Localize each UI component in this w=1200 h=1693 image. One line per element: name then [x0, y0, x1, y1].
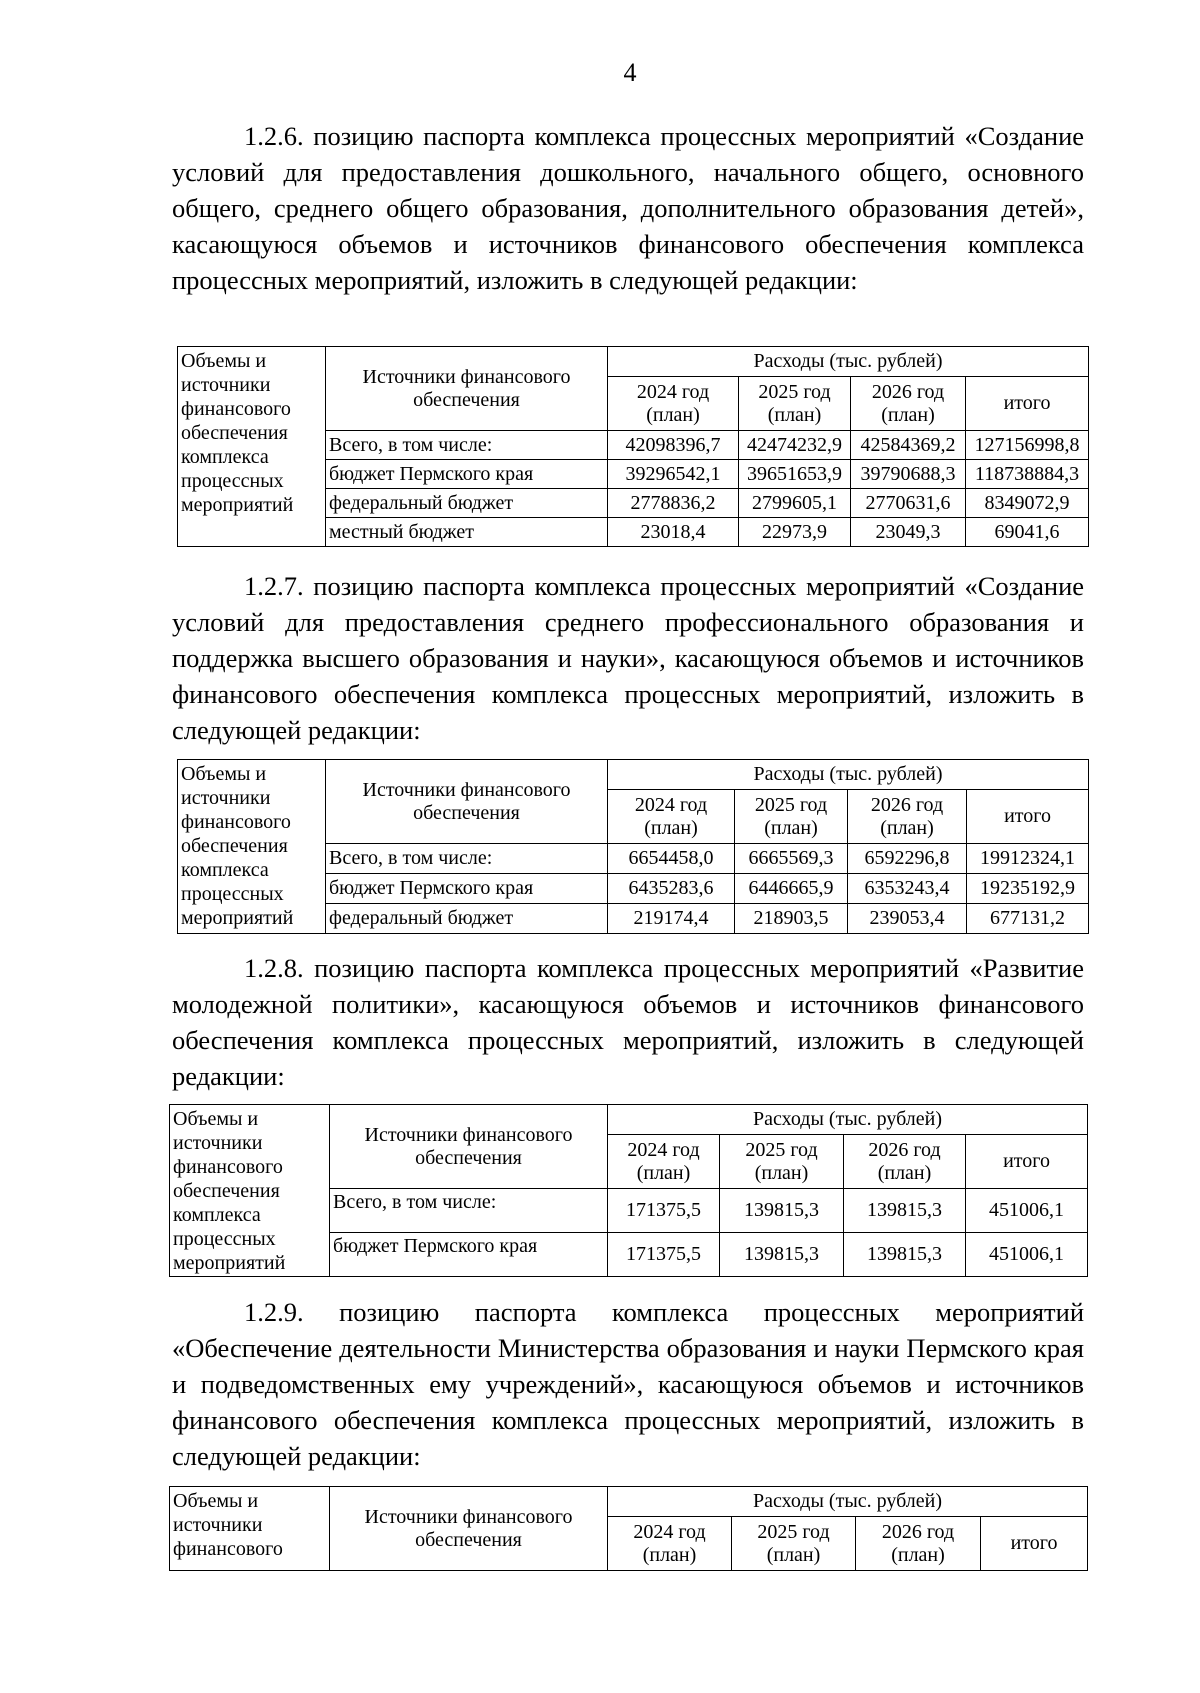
value-cell: 19235192,9 [967, 874, 1089, 904]
value-cell: 2799605,1 [739, 489, 851, 518]
expenses-header: Расходы (тыс. рублей) [608, 1105, 1088, 1135]
table-label-cell: Объемы и источники финансового [170, 1487, 330, 1571]
total-header: итого [981, 1517, 1088, 1571]
value-cell: 139815,3 [720, 1189, 844, 1233]
total-header: итого [966, 1135, 1088, 1189]
source-cell: Всего, в том числе: [326, 844, 608, 874]
section-text: позицию паспорта комплекса процессных мероприятий «Создание условий для предоставления среднего профессионального образования и поддержка высшего образования и науки», касающуюся объемов и источников финансового обеспечения комплекса процессных мероприятий, изложить в следующей редакции: [172, 571, 1085, 745]
financing-table-1-2-9 [169, 1486, 1088, 1571]
value-cell: 127156998,8 [966, 431, 1089, 460]
value-cell: 139815,3 [844, 1189, 966, 1233]
source-cell: бюджет Пермского края [326, 874, 608, 904]
value-cell: 39790688,3 [851, 460, 966, 489]
source-cell: федеральный бюджет [326, 904, 608, 934]
value-cell: 42584369,2 [851, 431, 966, 460]
source-header: Источники финансового обеспечения [326, 347, 608, 431]
value-cell: 23049,3 [851, 518, 966, 547]
year-header: 2026 год (план) [844, 1135, 966, 1189]
value-cell: 171375,5 [608, 1189, 720, 1233]
value-cell: 19912324,1 [967, 844, 1089, 874]
year-header: 2025 год (план) [732, 1517, 856, 1571]
expenses-header: Расходы (тыс. рублей) [608, 347, 1089, 377]
value-cell: 218903,5 [735, 904, 848, 934]
value-cell: 6435283,6 [608, 874, 735, 904]
section-1-2-8-paragraph [172, 950, 1084, 1094]
source-header: Источники финансового обеспечения [326, 760, 608, 844]
table-label-cell: Объемы и источники финансового обеспечения комплекса процессных мероприятий [170, 1105, 330, 1277]
year-header: 2026 год (план) [848, 790, 967, 844]
value-cell: 23018,4 [608, 518, 739, 547]
year-header: 2025 год (план) [720, 1135, 844, 1189]
value-cell: 6654458,0 [608, 844, 735, 874]
value-cell: 677131,2 [967, 904, 1089, 934]
expenses-header: Расходы (тыс. рублей) [608, 760, 1089, 790]
value-cell: 171375,5 [608, 1233, 720, 1277]
source-cell: федеральный бюджет [326, 489, 608, 518]
source-cell: Всего, в том числе: [326, 431, 608, 460]
value-cell: 22973,9 [739, 518, 851, 547]
year-header: 2024 год (план) [608, 1135, 720, 1189]
financing-table-1-2-6 [177, 346, 1089, 547]
value-cell: 39296542,1 [608, 460, 739, 489]
value-cell: 42098396,7 [608, 431, 739, 460]
source-cell: Всего, в том числе: [330, 1189, 608, 1233]
value-cell: 2770631,6 [851, 489, 966, 518]
value-cell: 39651653,9 [739, 460, 851, 489]
value-cell: 451006,1 [966, 1189, 1088, 1233]
value-cell: 2778836,2 [608, 489, 739, 518]
year-header: 2024 год (план) [608, 1517, 732, 1571]
section-number: 1.2.7. [244, 571, 304, 601]
value-cell: 139815,3 [844, 1233, 966, 1277]
financing-table-1-2-7 [177, 759, 1089, 934]
year-header: 2026 год (план) [856, 1517, 981, 1571]
section-number: 1.2.9. [244, 1297, 304, 1327]
table-label-cell: Объемы и источники финансового обеспечения комплекса процессных мероприятий [178, 347, 326, 547]
section-number: 1.2.8. [244, 953, 304, 983]
value-cell: 6353243,4 [848, 874, 967, 904]
source-header: Источники финансового обеспечения [330, 1487, 608, 1571]
value-cell: 118738884,3 [966, 460, 1089, 489]
year-header: 2025 год (план) [739, 377, 851, 431]
value-cell: 6592296,8 [848, 844, 967, 874]
section-number: 1.2.6. [244, 121, 304, 151]
section-1-2-6-paragraph [172, 118, 1084, 298]
value-cell: 6665569,3 [735, 844, 848, 874]
value-cell: 451006,1 [966, 1233, 1088, 1277]
source-cell: бюджет Пермского края [326, 460, 608, 489]
total-header: итого [967, 790, 1089, 844]
section-text: позицию паспорта комплекса процессных мероприятий «Развитие молодежной политики», касающуюся объемов и источников финансового обеспечения комплекса процессных мероприятий, изложить в следующей редакции: [172, 953, 1084, 1091]
source-cell: бюджет Пермского края [330, 1233, 608, 1277]
source-cell: местный бюджет [326, 518, 608, 547]
section-1-2-9-paragraph [172, 1294, 1084, 1474]
value-cell: 219174,4 [608, 904, 735, 934]
page-number: 4 [623, 58, 637, 87]
value-cell: 139815,3 [720, 1233, 844, 1277]
year-header: 2024 год (план) [608, 377, 739, 431]
source-header: Источники финансового обеспечения [330, 1105, 608, 1189]
year-header: 2024 год (план) [608, 790, 735, 844]
value-cell: 69041,6 [966, 518, 1089, 547]
section-text: позицию паспорта комплекса процессных мероприятий «Обеспечение деятельности Министерства образования и науки Пермского края и подведомственных ему учреждений», касающуюся объемов и источников финансового обеспечения комплекса процессных мероприятий, изложить в следующей редакции: [172, 1297, 1084, 1471]
value-cell: 6446665,9 [735, 874, 848, 904]
section-text: позицию паспорта комплекса процессных мероприятий «Создание условий для предоставления дошкольного, начального общего, основного общего, среднего общего образования, дополнительного образования детей», касающуюся объемов и источников финансового обеспечения комплекса процессных мероприятий, изложить в следующей редакции: [172, 121, 1085, 295]
value-cell: 8349072,9 [966, 489, 1089, 518]
expenses-header: Расходы (тыс. рублей) [608, 1487, 1088, 1517]
total-header: итого [966, 377, 1089, 431]
financing-table-1-2-8 [169, 1104, 1088, 1277]
section-1-2-7-paragraph [172, 568, 1084, 748]
value-cell: 239053,4 [848, 904, 967, 934]
table-label-cell: Объемы и источники финансового обеспечения комплекса процессных мероприятий [178, 760, 326, 934]
year-header: 2025 год (план) [735, 790, 848, 844]
year-header: 2026 год (план) [851, 377, 966, 431]
value-cell: 42474232,9 [739, 431, 851, 460]
